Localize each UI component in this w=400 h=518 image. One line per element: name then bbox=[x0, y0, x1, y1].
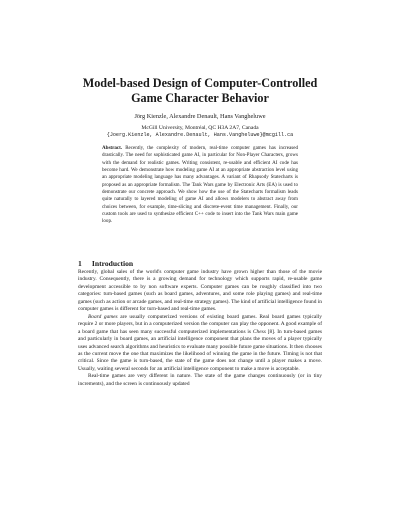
introduction-body bbox=[78, 269, 322, 388]
body-paragraph-2 bbox=[78, 314, 322, 374]
paper-title-line-2: Game Character Behavior bbox=[131, 91, 269, 105]
paragraph-2-text-a: are usually computerized versions of existing board games. Real board games typically require 2 or more players, but in a computerized version the computer can play the opponent. A good example of a board game that has seen many successful computerized implementations is bbox=[78, 313, 322, 335]
section-title: Introduction bbox=[91, 259, 134, 268]
body-paragraph-3: Real-time games are very different in nature. The state of the game changes continuously (or in tiny increments), and the screen is continuously updated bbox=[78, 373, 322, 387]
paper-title-line-1: Model-based Design of Computer-Controlled bbox=[82, 76, 318, 90]
emphasis-chess: Chess bbox=[252, 328, 266, 335]
paper-affiliation bbox=[60, 125, 340, 140]
affiliation-text: McGill University, Montréal, QC H3A 2A7, Canada bbox=[141, 125, 259, 131]
body-paragraph-1: Recently, global sales of the world's computer game industry have grown higher than those of the movie industry. Consequently, there is a growing demand for technology which supports rapid, re-usable game development accessible to by non software experts. Computer games can be roughly classified into two categories: turn-based games (such as board games, adventures, and some role playing games) and real-time games (such as action or arcade games, and real-time strategy games). The kind of artificial intelligence found in computer games is different for turn-based and real-time games. bbox=[78, 269, 322, 313]
author-emails: {Joerg.Kienzle, Alexandre.Denault, Hans.Vangheluwe}@mcgill.ca bbox=[106, 132, 294, 139]
section-heading bbox=[78, 259, 133, 268]
section-number: 1 bbox=[78, 259, 82, 268]
emphasis-board-games: Board games bbox=[88, 313, 118, 320]
paper-authors: Jörg Kienzle, Alexandre Denault, Hans Vangheluwe bbox=[134, 113, 266, 120]
abstract-text: Recently, the complexity of modern, real-time computer games has increased drastically. The need for sophisticated game AI, in particular for Non-Player Characters, grows with the demand for realistic games. Writing consistent, re-usable and efficient AI code has become hard. We demonstrate how modeling game AI at an appropriate abstraction level using an appropriate modeling language has many advantages. A variant of Rhapsody Statecharts is proposed as an appropriate formalism. The Tank Wars game by Electronic Arts (EA) is used to demonstrate our concrete approach. We show how the use of the Statecharts formalism leads quite naturally to layered modeling of game AI and allows modelers to abstract away from choices between, for example, time-slicing and discrete-event time management. Finally, our custom tools are used to synthesize efficient C++ code to insert into the Tank Wars main game loop. bbox=[102, 145, 298, 225]
abstract-label: Abstract. bbox=[102, 145, 123, 151]
paragraph-2-text-b: [8]. In turn-based games and particularly in board games, an artificial intelligence component that plans the moves of a player typically uses advanced search algorithms and heuristics to evaluate many possible future game situations. It then chooses as the current move the one that maximizes the likelihood of winning the game in the future. Timing is not that critical. Since the game is turn-based, the state of the game does not change until a player makes a move. Usually, waiting several seconds for an artificial intelligence component to make a move is acceptable. bbox=[78, 328, 322, 372]
paper-title bbox=[60, 76, 340, 106]
paper-abstract bbox=[102, 145, 298, 226]
